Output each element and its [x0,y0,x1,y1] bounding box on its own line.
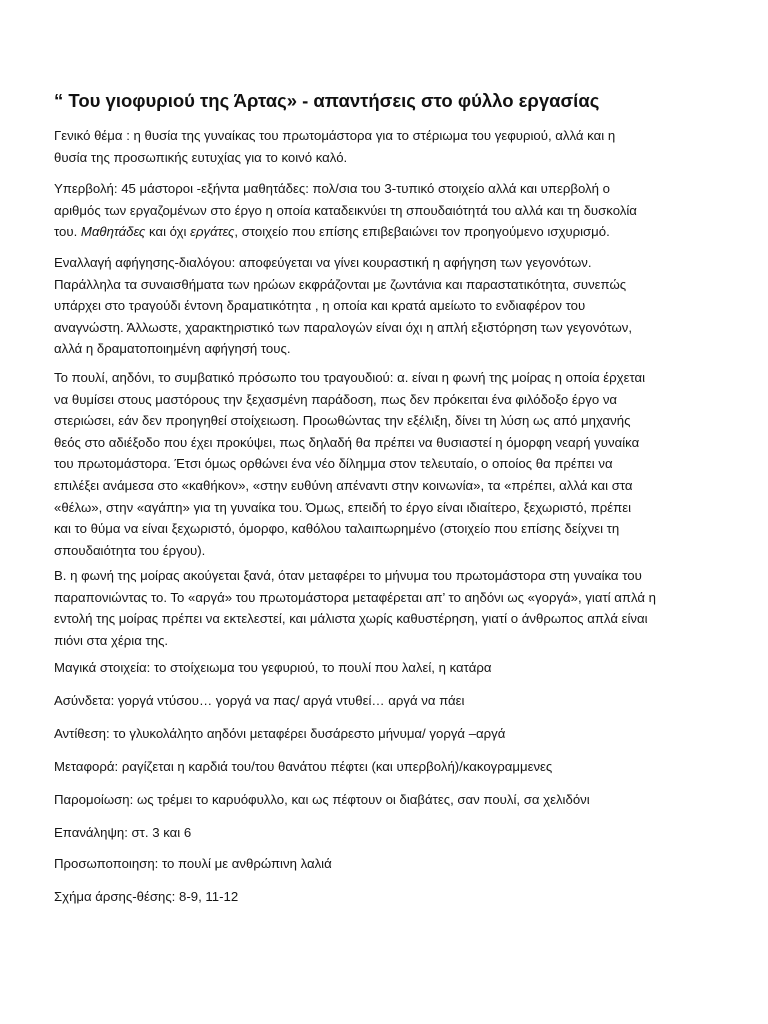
text-line: Γενικό θέμα : η θυσία της γυναίκας του πρωτομάστορα για το στέριωμα του γεφυριού, αλλά και η [54,128,616,143]
item-asyndeta: Ασύνδετα: γοργά ντύσου… γοργά να πας/ αργά ντυθεί… αργά να πάει [54,693,465,708]
text-line: παραπονιώντας το. Το «αργά» του πρωτομάστορα μεταφέρεται απ’ το αηδόνι ως «γοργά», γιατί απλά η [54,589,657,605]
text-line [54,221,722,243]
text-run: και όχι [145,224,191,240]
paragraph-voice-of-fate [54,565,722,651]
text-line: επιλέξει ανάμεσα στο «καθήκον», «στην ευθύνη απέναντι στην κοινωνία», τα «πρέπει, αλλά και στα [54,477,633,493]
text-line: Το πουλί, αηδόνι, το συμβατικό πρόσωπο του τραγουδιού: α. είναι η φωνή της μοίρας η οποία έρχεται [54,370,646,385]
text-line: εντολή της μοίρας πρέπει να εκτελεστεί, και μάλιστα χωρίς καθυστέρηση, γιατί ο άνθρωπος απλά είναι [54,611,648,627]
paragraph-hyperbole [54,178,722,243]
text-line: αναγνώστη. Άλλωστε, χαρακτηριστικό των παραλογών είναι όχι η απλή εξιστόρηση των γεγονότων, [54,319,633,335]
text-run: , στοιχείο που επίσης επιβεβαιώνει τον προηγούμενο ισχυρισμό. [234,224,610,240]
item-personification: Προσωποποιηση: το πουλί με ανθρώπινη λαλιά [54,856,332,871]
text-line: του πρωτομάστορα. Έτσι όμως ορθώνει ένα νέο δίλημμα στον τελευταίο, ο οποίος θα πρέπει να [54,456,613,472]
paragraph-narration-dialogue [54,252,722,360]
text-line: αλλά η δραματοποιημένη αφήγησή τους. [54,341,291,357]
item-simile: Παρομοίωση: ως τρέμει το καρυόφυλλο, και ως πέφτουν οι διαβάτες, σαν πουλί, σα χελιδόνι [54,792,590,807]
document-title: “ Του γιοφυριού της Άρτας» - απαντήσεις στο φύλλο εργασίας [54,90,600,111]
item-repetition: Επανάληψη: στ. 3 και 6 [54,825,192,840]
paragraph-general-theme [54,125,722,168]
text-line: και το θύμα να είναι ξεχωριστό, όμορφο, καθόλου ταλαιπωρημένο (στοιχείο που επίσης δείχνει τη [54,521,620,537]
item-antithesis: Αντίθεση: το γλυκολάλητο αηδόνι μεταφέρει δυσάρεστο μήνυμα/ γοργά –αργά [54,726,506,741]
text-line: αριθμός των εργαζομένων στο έργο η οποία καταδεικνύει τη σπουδαιότητά του αλλά και τη δυσκολία [54,202,637,218]
text-line: Β. η φωνή της μοίρας ακούγεται ξανά, όταν μεταφέρει το μήνυμα του πρωτομάστορα στη γυναίκα του [54,568,642,583]
text-line: πιόνι στα χέρια της. [54,632,169,648]
text-line: «θέλω», στην «αγάπη» για τη γυναίκα του. Όμως, επειδή το έργο είναι ιδιαίτερο, ξεχωριστό, πρέπει [54,499,632,515]
text-line: να θυμίσει στους μαστόρους την ξεχασμένη παράδοση, πως δεν πρόκειται ένα φιλόδοξο έργο να [54,391,618,407]
text-line: θεός στο αδιέξοδο που έχει προκύψει, πως δηλαδή θα πρέπει να θυσιαστεί η όμορφη νεαρή γυναίκα [54,434,640,450]
text-line: Υπερβολή: 45 μάστοροι -εξήντα μαθητάδες: πολ/σια του 3-τυπικό στοιχείο αλλά και υπερβολή ο [54,181,610,196]
item-arsis-thesis: Σχήμα άρσης-θέσης: 8-9, 11-12 [54,889,239,904]
text-line: υπάρχει στο τραγούδι έντονη δραματικότητα , η οποία και κρατά αμείωτο το ενδιαφέρον του [54,298,586,314]
text-run: του. [54,224,81,240]
text-line: Εναλλαγή αφήγησης-διαλόγου: αποφεύγεται να γίνει κουραστική η αφήγηση των γεγονότων. [54,255,592,270]
text-line: σπουδαιότητα του έργου). [54,542,206,558]
item-metaphor: Μεταφορά: ραγίζεται η καρδιά του/του θανάτου πέφτει (και υπερβολή)/κακογραμμενες [54,759,553,774]
text-line: Παράλληλα τα συναισθήματα των ηρώων εκφράζονται με ζωντάνια και παραστατικότητα, συνεπώς [54,276,627,292]
italic-term: Μαθητάδες [80,224,146,240]
paragraph-bird-nightingale [54,367,722,561]
text-line: θυσία της προσωπικής ευτυχίας για το κοινό καλό. [54,149,348,165]
item-magic-elements: Μαγικά στοιχεία: το στοίχειωμα του γεφυριού, το πουλί που λαλεί, η κατάρα [54,660,492,675]
italic-term: εργάτες [190,224,235,240]
text-line: στεριώσει, εάν δεν προηγηθεί στοίχειωση. Προωθώντας την εξέλιξη, δίνει τη λύση ως από μηχανής [54,413,631,429]
